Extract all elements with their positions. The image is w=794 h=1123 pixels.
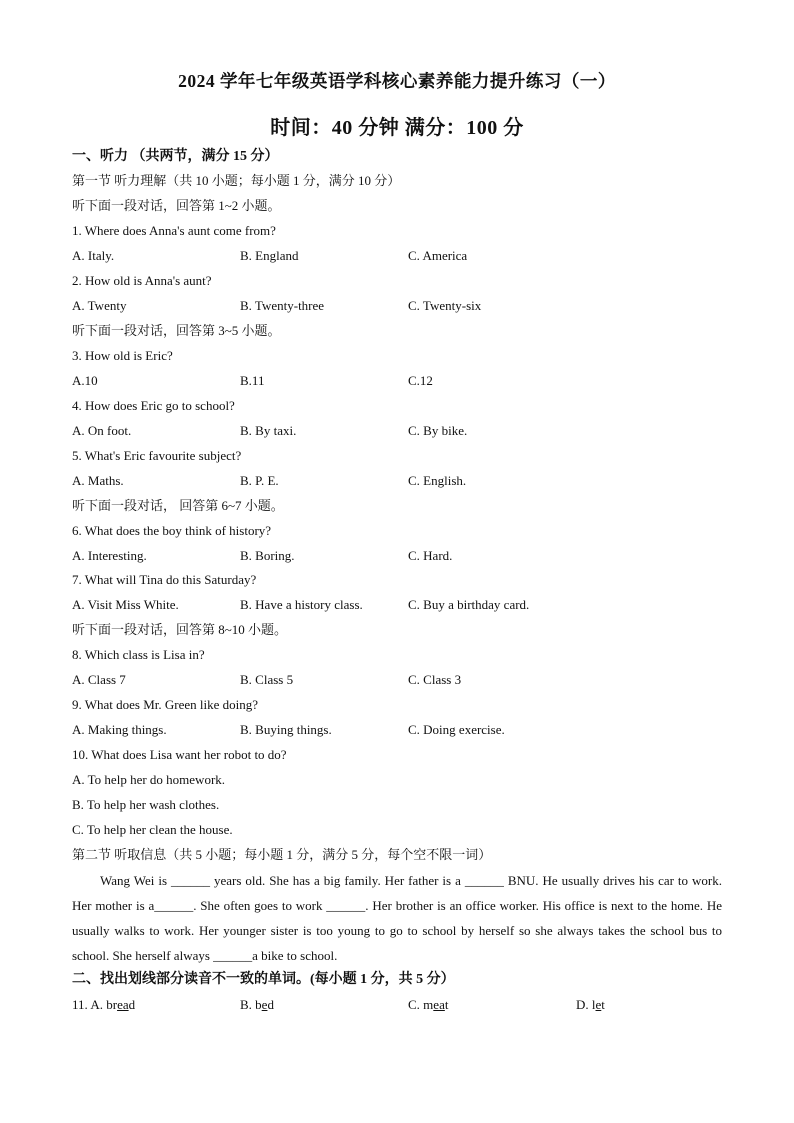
option-c[interactable]: C.12: [408, 373, 433, 388]
option-b[interactable]: B. By taxi.: [240, 423, 297, 438]
options-row: [72, 596, 732, 614]
option-b[interactable]: B. Have a history class.: [240, 597, 363, 612]
question-text: 2. How old is Anna's aunt?: [72, 273, 212, 288]
option-c[interactable]: C. America: [408, 248, 468, 263]
dialogue-intro-2: 听下面一段对话，回答第 3~5 小题。: [72, 323, 281, 338]
option-c[interactable]: C. To help her clean the house.: [72, 822, 233, 837]
word-part: br: [106, 997, 118, 1012]
listening-passage: Wang Wei is ______ years old. She has a big family. Her father is a ______ BNU. He usually drives his car to work. Her mother is a______. She often goes to work ______. Her brother is an office worker. His office is next to the home. He usually walks to work. Her younger sister is too young to go to school by herself so she always takes the school bus to school. She herself always ______a bike to school.: [72, 873, 722, 963]
pronunciation-option-b[interactable]: [240, 996, 274, 1014]
options-row: [72, 372, 732, 390]
question-text: 8. Which class is Lisa in?: [72, 647, 205, 662]
options-row: [72, 297, 732, 315]
exam-title: 2024 学年七年级英语学科核心素养能力提升练习（一）: [178, 71, 616, 91]
option-a[interactable]: A. Twenty: [72, 298, 127, 313]
option-c[interactable]: C. Class 3: [408, 672, 462, 687]
option-a[interactable]: A. Visit Miss White.: [72, 597, 179, 612]
option-c[interactable]: C. Buy a birthday card.: [408, 597, 530, 612]
question-text: 7. What will Tina do this Saturday?: [72, 572, 257, 587]
question-text: 6. What does the boy think of history?: [72, 523, 272, 538]
dialogue-intro-1: 听下面一段对话，回答第 1~2 小题。: [72, 198, 281, 213]
option-a[interactable]: A. On foot.: [72, 423, 132, 438]
underlined-letters: ea: [433, 997, 445, 1012]
option-a[interactable]: A. Class 7: [72, 672, 126, 687]
option-b[interactable]: B. Twenty-three: [240, 298, 325, 313]
question-text: 3. How old is Eric?: [72, 348, 173, 363]
option-a[interactable]: A. Interesting.: [72, 548, 147, 563]
option-c[interactable]: C. Doing exercise.: [408, 722, 505, 737]
question-text: 5. What's Eric favourite subject?: [72, 448, 242, 463]
option-c[interactable]: C. English.: [408, 473, 467, 488]
option-b[interactable]: B. Class 5: [240, 672, 294, 687]
exam-time-score: 时间：40 分钟 满分：100 分: [270, 117, 524, 139]
pronunciation-option-a[interactable]: [72, 996, 135, 1014]
underlined-letters: e: [595, 997, 602, 1012]
option-a[interactable]: A. Maths.: [72, 473, 124, 488]
option-letter: D.: [576, 997, 589, 1012]
section2-heading: 第二节 听取信息（共 5 小题；每小题 1 分，满分 5 分，每个空不限一词）: [72, 847, 492, 862]
word-part: d: [267, 997, 274, 1012]
question-text: 1. Where does Anna's aunt come from?: [72, 223, 276, 238]
option-a[interactable]: A. Italy.: [72, 248, 115, 263]
options-row: [72, 472, 732, 490]
option-b[interactable]: B. England: [240, 248, 299, 263]
option-b[interactable]: B. To help her wash clothes.: [72, 797, 220, 812]
options-row: [72, 422, 732, 440]
option-c[interactable]: C. Twenty-six: [408, 298, 482, 313]
option-c[interactable]: C. By bike.: [408, 423, 468, 438]
pronunciation-option-c[interactable]: [408, 996, 448, 1014]
question-text: 10. What does Lisa want her robot to do?: [72, 747, 287, 762]
options-row: [72, 547, 732, 565]
option-a[interactable]: A. Making things.: [72, 722, 167, 737]
underlined-letters: e: [261, 997, 268, 1012]
word-part: l: [591, 997, 596, 1012]
section1-heading: 第一节 听力理解（共 10 小题；每小题 1 分，满分 10 分）: [72, 173, 401, 188]
option-letter: B.: [240, 997, 252, 1012]
options-row: [72, 671, 732, 689]
question-text: 4. How does Eric go to school?: [72, 398, 235, 413]
part2-heading: 二、找出划线部分读音不一致的单词。(每小题 1 分，共 5 分）: [72, 972, 455, 987]
option-b[interactable]: B. Boring.: [240, 548, 295, 563]
dialogue-intro-4: 听下面一段对话，回答第 8~10 小题。: [72, 622, 288, 637]
word-part: t: [601, 997, 605, 1012]
options-row: [72, 247, 732, 265]
word-part: b: [255, 997, 262, 1012]
option-letter: C.: [408, 997, 420, 1012]
option-b[interactable]: B. P. E.: [240, 473, 279, 488]
question-number: 11.: [72, 997, 88, 1012]
question-text: 9. What does Mr. Green like doing?: [72, 697, 259, 712]
options-row: [72, 996, 732, 1014]
option-b[interactable]: B. Buying things.: [240, 722, 332, 737]
part1-heading: 一、听力 （共两节，满分 15 分）: [72, 149, 279, 164]
dialogue-intro-3: 听下面一段对话， 回答第 6~7 小题。: [72, 498, 284, 513]
word-part: d: [128, 997, 136, 1012]
pronunciation-option-d[interactable]: [576, 996, 605, 1014]
word-part: m: [423, 997, 434, 1012]
option-c[interactable]: C. Hard.: [408, 548, 453, 563]
option-a[interactable]: A. To help her do homework.: [72, 772, 226, 787]
option-letter: A.: [90, 997, 103, 1012]
option-b[interactable]: B.11: [240, 373, 265, 388]
word-part: t: [444, 997, 449, 1012]
option-a[interactable]: A.10: [72, 373, 98, 388]
options-row: [72, 721, 732, 739]
underlined-letters: ea: [117, 997, 129, 1012]
